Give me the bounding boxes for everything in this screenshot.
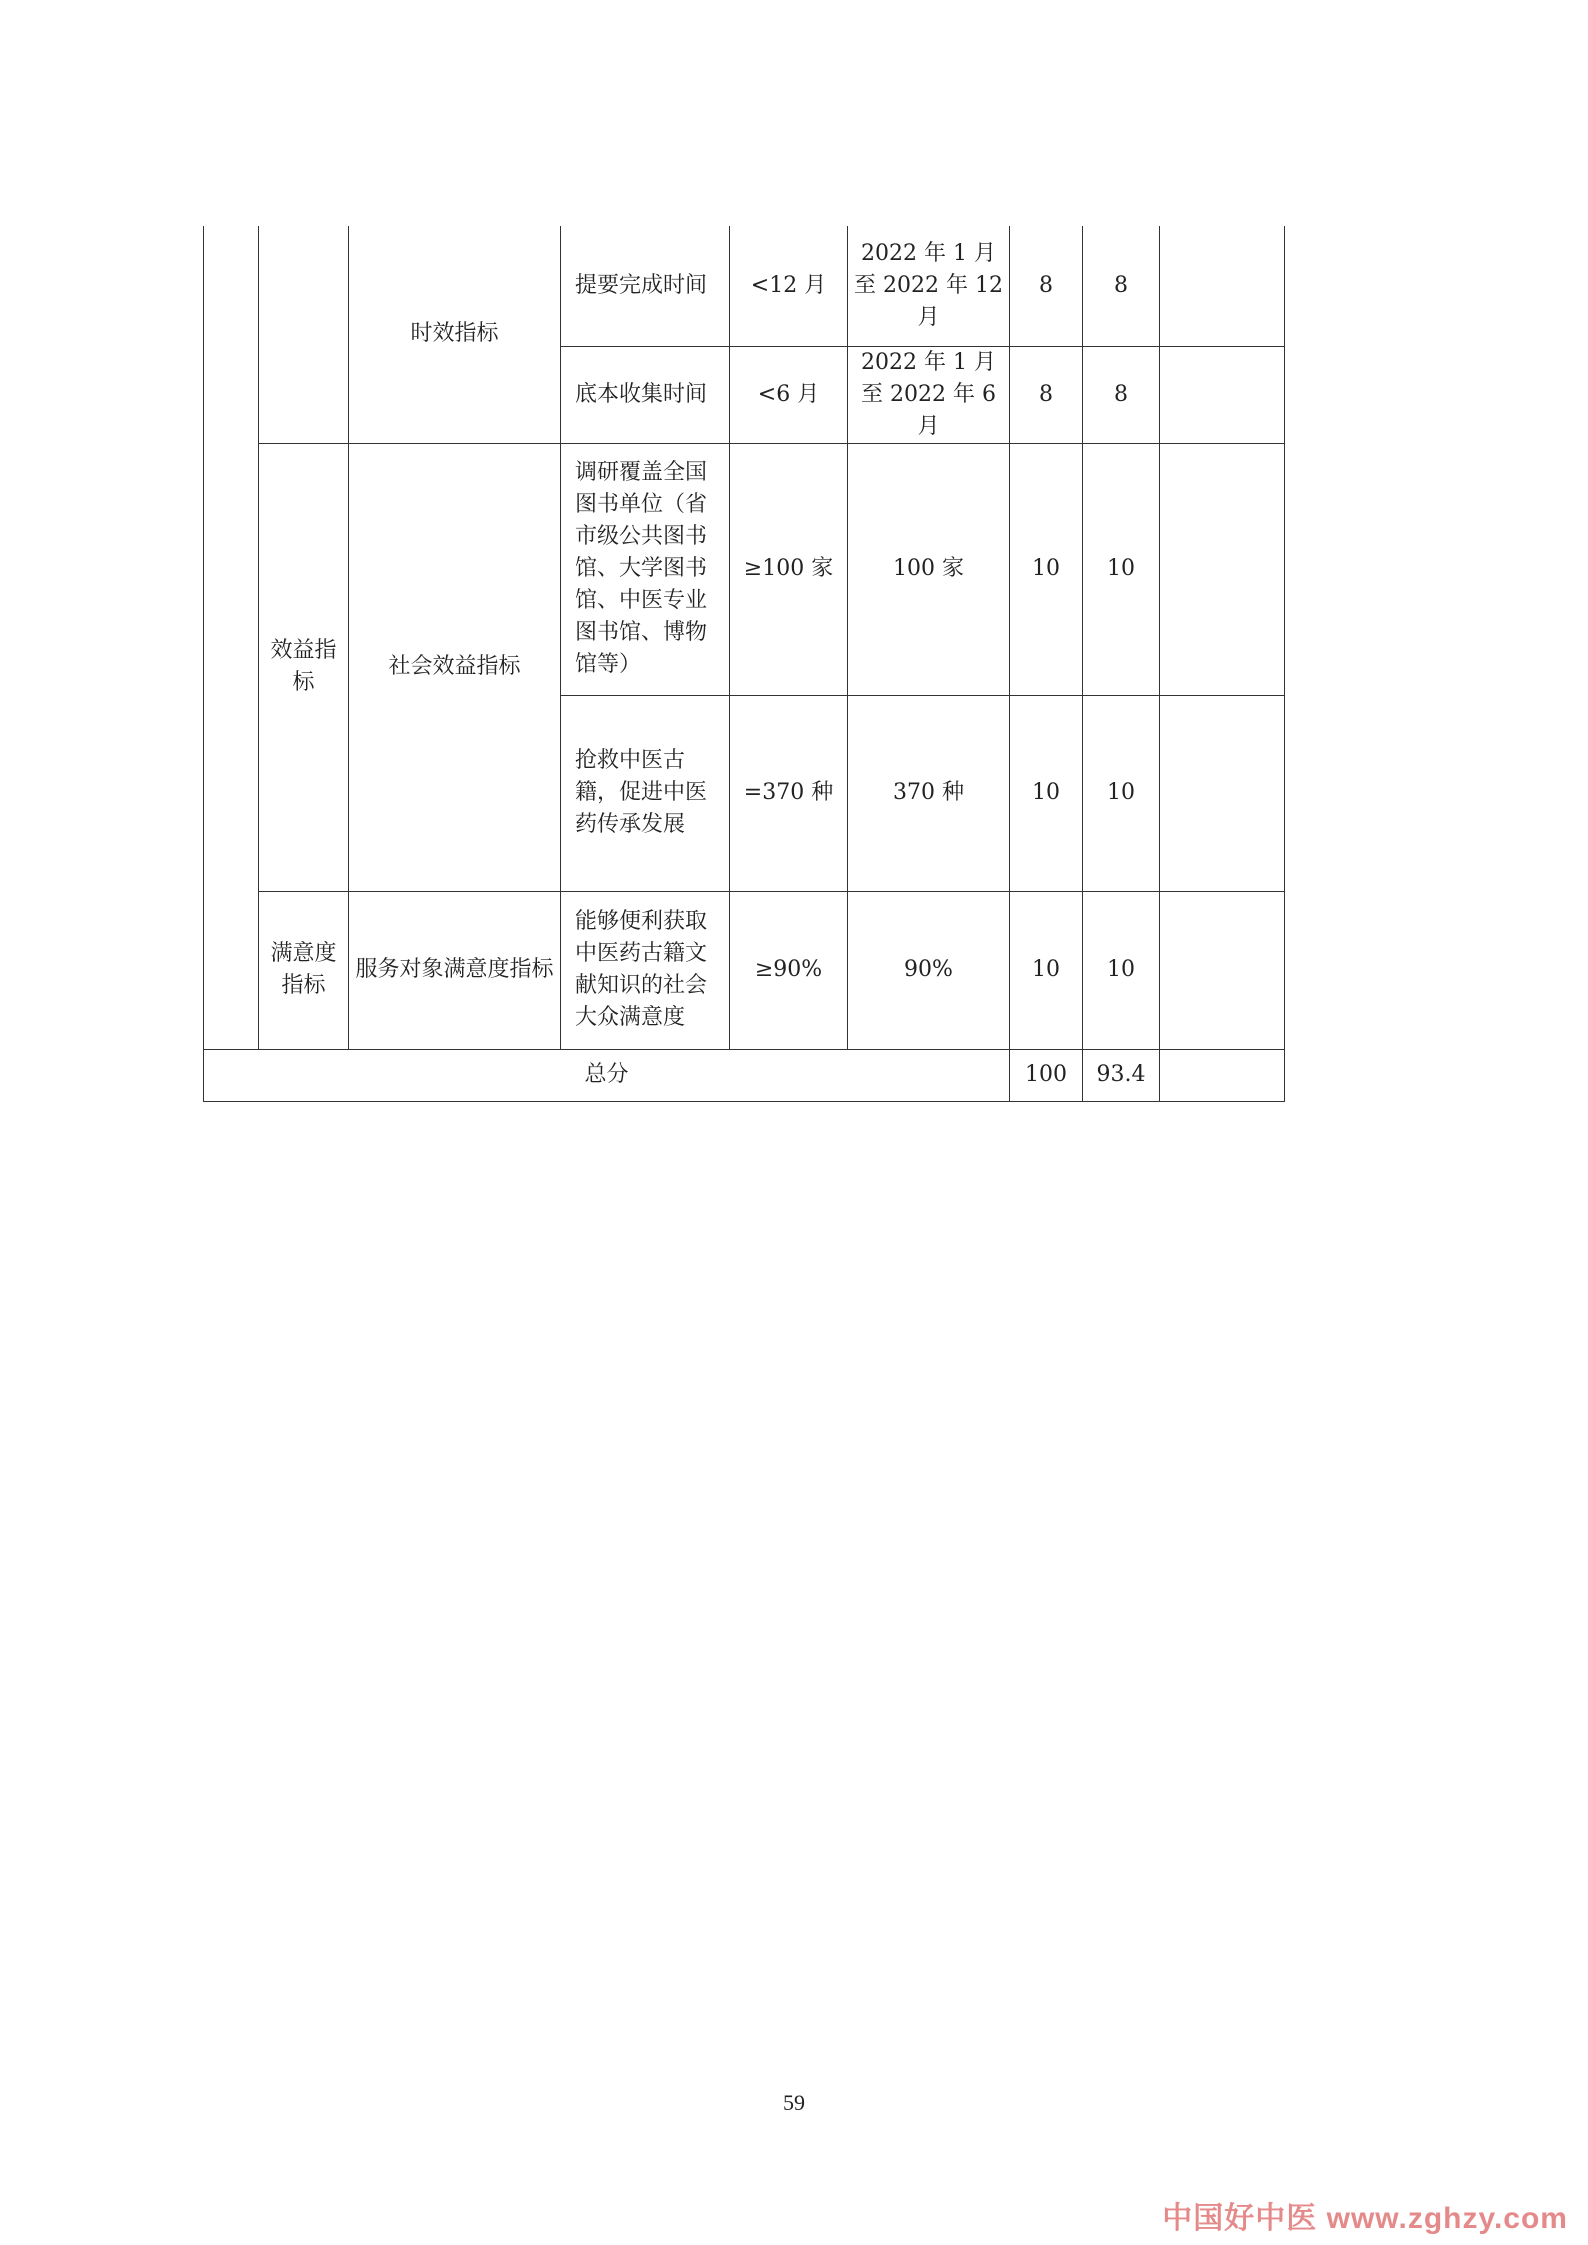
note-cell [1160, 346, 1285, 443]
group-cell: 效益指标 [259, 443, 349, 891]
outer-left-cell [204, 226, 259, 1049]
total-score: 93.4 [1083, 1049, 1160, 1101]
total-row [204, 1049, 1285, 1101]
table-row [204, 226, 1285, 346]
score-cell: 8 [1083, 346, 1160, 443]
category-cell: 社会效益指标 [349, 443, 561, 891]
indicator-cell: 调研覆盖全国图书单位（省市级公共图书馆、大学图书馆、中医专业图书馆、博物馆等） [561, 443, 730, 695]
indicator-cell: 能够便利获取中医药古籍文献知识的社会大众满意度 [561, 891, 730, 1049]
site-watermark: 中国好中医 www.zghzy.com [1162, 2202, 1568, 2235]
total-label: 总分 [204, 1049, 1010, 1101]
note-cell [1160, 695, 1285, 891]
actual-cell: 100 家 [848, 443, 1010, 695]
target-cell: ≥90% [730, 891, 848, 1049]
group-cell [259, 226, 349, 443]
weight-cell: 10 [1010, 695, 1083, 891]
actual-cell: 90% [848, 891, 1010, 1049]
score-cell: 10 [1083, 443, 1160, 695]
note-cell [1160, 226, 1285, 346]
actual-cell: 2022 年 1 月至 2022 年 6 月 [848, 346, 1010, 443]
target-cell: =370 种 [730, 695, 848, 891]
weight-cell: 10 [1010, 891, 1083, 1049]
actual-cell: 2022 年 1 月至 2022 年 12 月 [848, 226, 1010, 346]
group-cell: 满意度指标 [259, 891, 349, 1049]
indicator-cell: 抢救中医古籍，促进中医药传承发展 [561, 695, 730, 891]
note-cell [1160, 443, 1285, 695]
target-cell: <12 月 [730, 226, 848, 346]
total-weight: 100 [1010, 1049, 1083, 1101]
indicator-cell: 提要完成时间 [561, 226, 730, 346]
score-cell: 10 [1083, 891, 1160, 1049]
performance-table [203, 226, 1285, 1102]
weight-cell: 8 [1010, 226, 1083, 346]
weight-cell: 8 [1010, 346, 1083, 443]
score-cell: 10 [1083, 695, 1160, 891]
page-number: 59 [783, 2090, 805, 2115]
table-row [204, 443, 1285, 695]
total-note [1160, 1049, 1285, 1101]
indicator-cell: 底本收集时间 [561, 346, 730, 443]
table-row [204, 891, 1285, 1049]
weight-cell: 10 [1010, 443, 1083, 695]
actual-cell: 370 种 [848, 695, 1010, 891]
category-cell: 服务对象满意度指标 [349, 891, 561, 1049]
note-cell [1160, 891, 1285, 1049]
target-cell: <6 月 [730, 346, 848, 443]
category-cell: 时效指标 [349, 226, 561, 443]
target-cell: ≥100 家 [730, 443, 848, 695]
score-cell: 8 [1083, 226, 1160, 346]
